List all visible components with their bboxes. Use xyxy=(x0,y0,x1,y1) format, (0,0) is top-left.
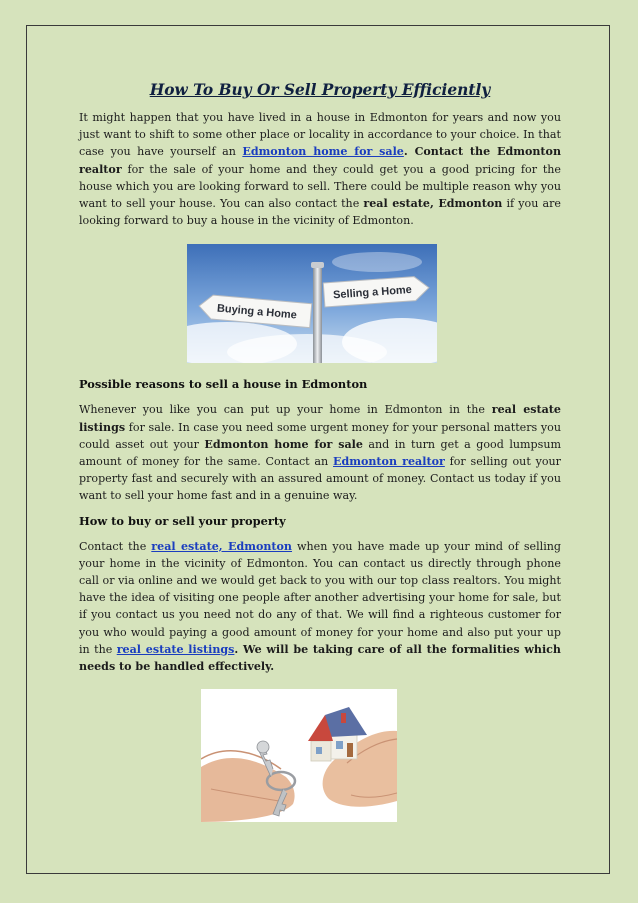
sign-selling-label: Selling a Home xyxy=(332,284,413,302)
bold-real-estate-listings: real estate listings xyxy=(79,403,561,434)
signpost-illustration xyxy=(187,244,437,363)
buy-sell-paragraph xyxy=(79,538,561,676)
buy-sell-text: . We will be taking care of all the formalities which needs to be handled effectively. xyxy=(79,642,561,674)
bold-edmonton-home-for-sale: Edmonton home for sale xyxy=(204,437,363,451)
buy-sell-text: when you have made up your mind of selling your home in the vicinity of Edmonton. You can contact us directly through phone call or via online and we would get back to you with our top class realtors. You might have the idea of visiting one people after another advertising your home for sale, but if you contact us you need not do any of that. We will find a righteous customer for you who would paying a good amount of money for your home and also put your up in the xyxy=(79,539,562,656)
intro-text: if you are looking forward to buy a house in the vicinity of Edmonton. xyxy=(79,197,561,228)
page-title: How To Buy Or Sell Property Efficiently xyxy=(149,81,491,99)
link-edmonton-home-for-sale[interactable]: Edmonton home for sale xyxy=(242,145,404,159)
reasons-text: and in turn get a good lumpsum amount of money for the same. Contact an xyxy=(79,437,562,469)
reasons-text: for sale. In case you need some urgent money for your personal matters you could asset out your xyxy=(79,420,561,451)
link-edmonton-realtor[interactable]: Edmonton realtor xyxy=(333,455,445,469)
intro-text: . Contact the xyxy=(403,145,497,159)
hands-with-house-and-keys-illustration xyxy=(201,689,397,822)
section-heading-reasons: Possible reasons to sell a house in Edmonton xyxy=(79,377,368,392)
sign-buying-label: Buying a Home xyxy=(216,302,298,322)
document-body xyxy=(79,80,561,822)
link-real-estate-edmonton[interactable]: real estate, Edmonton xyxy=(151,539,293,553)
section-heading-buy-sell: How to buy or sell your property xyxy=(79,513,286,528)
intro-text: for the sale of your home and they could get you a good pricing for the house which you are looking forward to sell. There could be multiple reason why you want to sell your house. You can also contact the xyxy=(79,162,561,211)
buy-sell-text: Contact the xyxy=(79,539,152,553)
link-real-estate-listings[interactable]: real estate listings xyxy=(116,642,235,656)
buying-selling-signpost-image xyxy=(187,244,437,363)
bold-real-estate-edmonton: real estate, Edmonton xyxy=(363,197,503,211)
intro-paragraph xyxy=(79,109,561,229)
reasons-text: Whenever you like you can put up your home in Edmonton in the xyxy=(79,403,492,417)
intro-text: It might happen that you have lived in a house in Edmonton for years and now you just want to shift to some other place or locality in accordance to your choice. In that case you have yourself an xyxy=(79,111,561,159)
hands-house-keys-image xyxy=(201,689,397,822)
bold-edmonton-realtor: Edmonton realtor xyxy=(79,145,562,176)
reasons-paragraph xyxy=(79,401,561,504)
reasons-text: for selling out your property fast and securely with an assured amount of money. Contact us today if you want to sell your home fast and in a genuine way. xyxy=(79,455,561,503)
